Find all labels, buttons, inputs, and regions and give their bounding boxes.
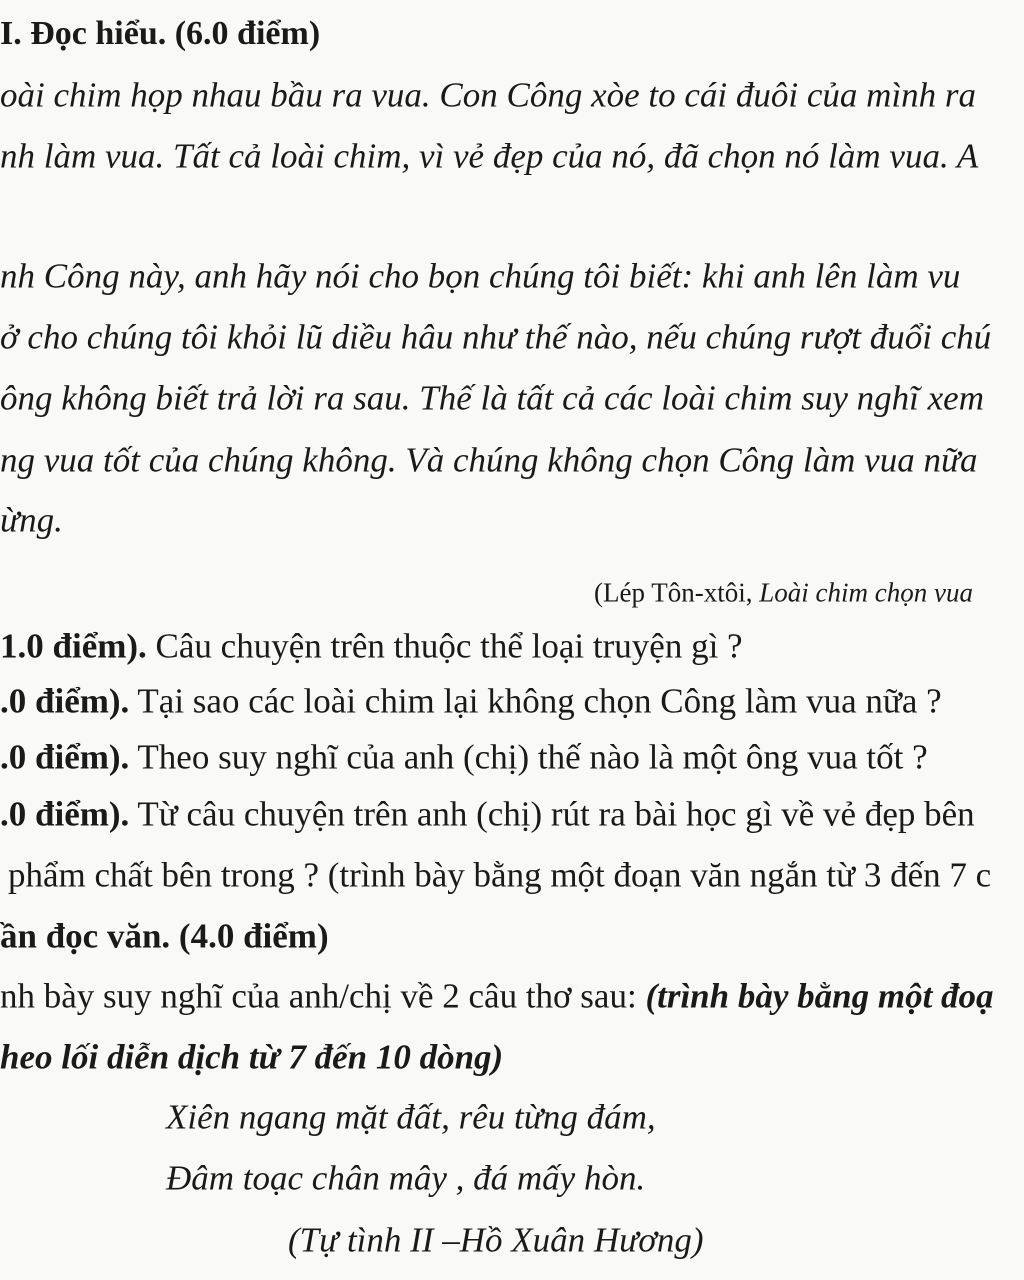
source-author: (Lép Tôn-xtôi, [594, 577, 760, 608]
passage-line: ở cho chúng tôi khỏi lũ diều hâu như thế nào, nếu chúng rượt đuổi chú [0, 317, 992, 357]
source-title: Loài chim chọn vua [759, 577, 973, 608]
question-label: .0 điểm). [0, 794, 130, 834]
question-label: .0 điểm). [0, 681, 130, 721]
section2-prompt [0, 976, 994, 1016]
prompt-text: nh bày suy nghĩ của anh/chị về 2 câu thơ sau: [0, 976, 646, 1016]
poem-line: Đâm toạc chân mây , đá mấy hòn. [166, 1158, 646, 1198]
question-text: Từ câu chuyện trên anh (chị) rút ra bài học gì về vẻ đẹp bên [129, 794, 975, 834]
question-2 [0, 681, 942, 721]
question-4 [0, 794, 975, 834]
passage-line: oài chim họp nhau bầu ra vua. Con Công xòe to cái đuôi của mình ra [0, 75, 977, 115]
poem-line: Xiên ngang mặt đất, rêu từng đám, [166, 1097, 656, 1137]
question-1 [0, 626, 743, 666]
passage-line: ừng. [0, 500, 63, 540]
passage-line: nh Công này, anh hãy nói cho bọn chúng tôi biết: khi anh lên làm vu [0, 256, 961, 296]
section2-prompt-continued: heo lối diễn dịch từ 7 đến 10 dòng) [0, 1037, 504, 1077]
question-text: Tại sao các loài chim lại không chọn Công làm vua nữa ? [129, 681, 942, 721]
section2-heading: ần đọc văn. (4.0 điểm) [0, 916, 329, 956]
question-text: Câu chuyện trên thuộc thể loại truyện gì ? [146, 626, 743, 666]
passage-line: ông không biết trả lời ra sau. Thế là tất cả các loài chim suy nghĩ xem [0, 378, 984, 418]
poem-source: (Tự tình II –Hồ Xuân Hương) [288, 1220, 704, 1260]
question-label: .0 điểm). [0, 737, 130, 777]
question-text: Theo suy nghĩ của anh (chị) thế nào là một ông vua tốt ? [129, 737, 928, 777]
passage-line: ng vua tốt của chúng không. Và chúng không chọn Công làm vua nữa [0, 440, 978, 480]
question-label: 1.0 điểm). [0, 626, 147, 666]
passage-source [594, 577, 973, 608]
prompt-instruction: (trình bày bằng một đoạ [645, 976, 994, 1016]
passage-line: nh làm vua. Tất cả loài chim, vì vẻ đẹp của nó, đã chọn nó làm vua. A [0, 136, 979, 176]
section1-heading: I. Đọc hiểu. (6.0 điểm) [0, 15, 321, 52]
question-4-continued: phẩm chất bên trong ? (trình bày bằng một đoạn văn ngắn từ 3 đến 7 c [8, 855, 992, 895]
question-3 [0, 737, 928, 777]
